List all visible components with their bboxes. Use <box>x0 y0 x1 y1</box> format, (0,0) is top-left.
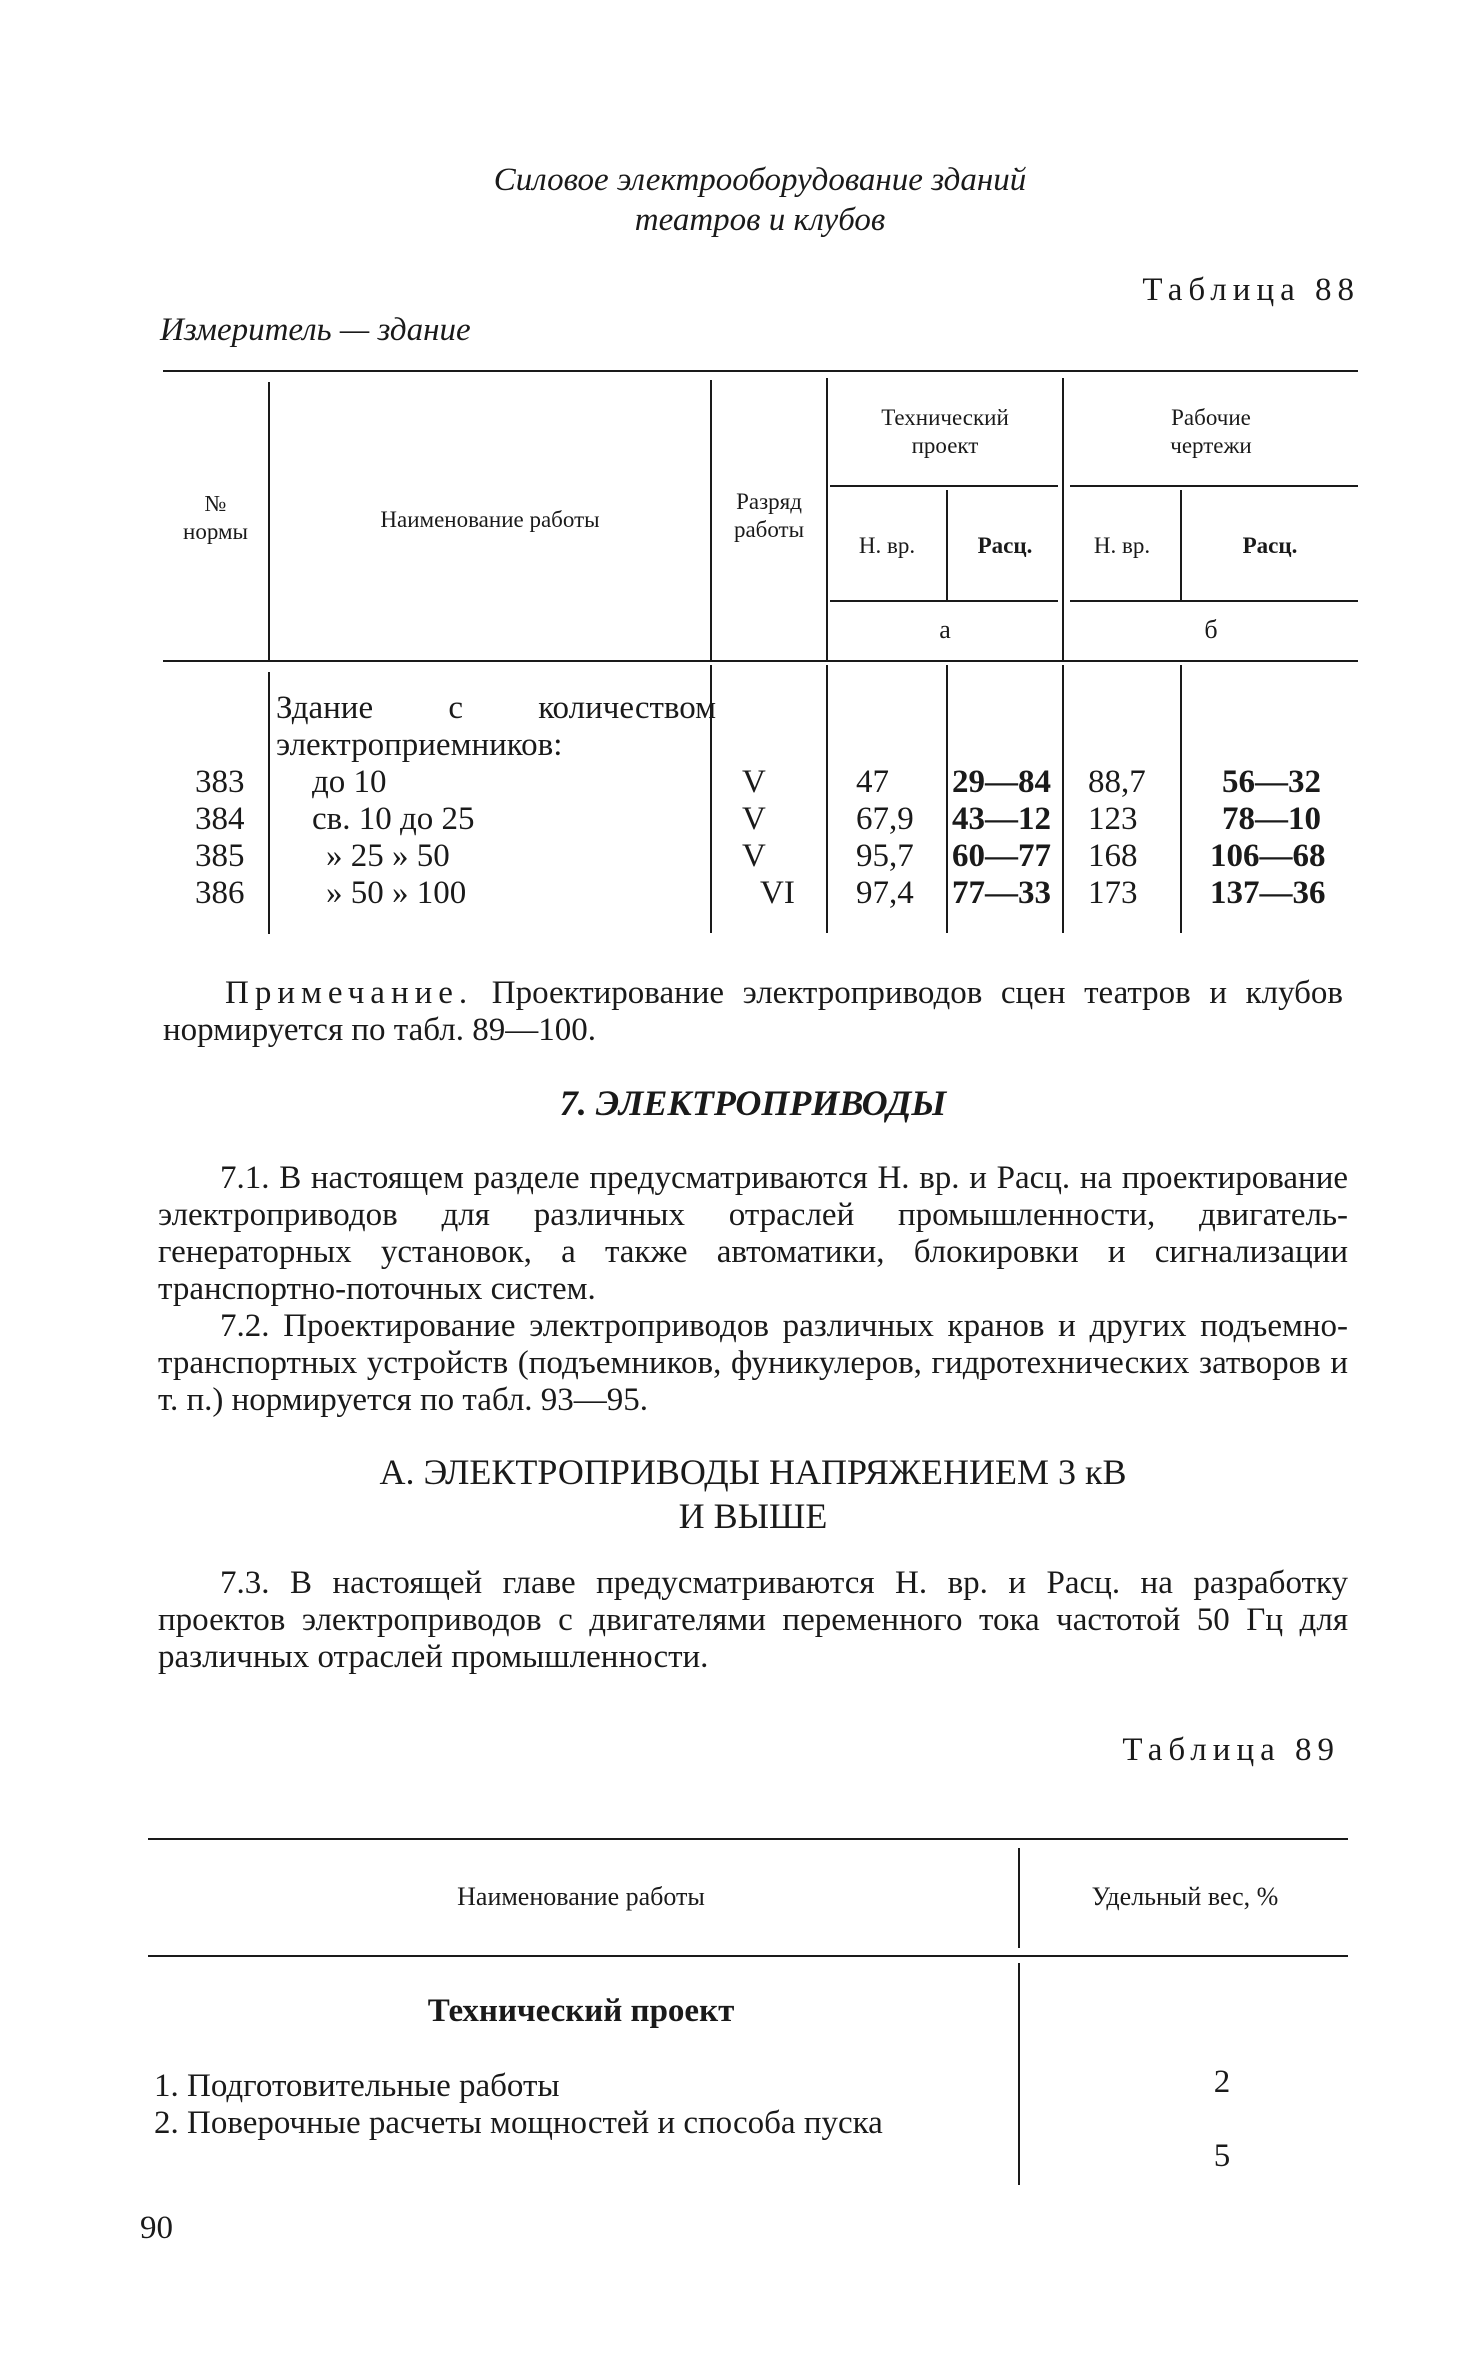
table89-label: Таблица 89 <box>1122 1732 1340 1768</box>
a-nvr: 47 <box>856 764 889 800</box>
page-number: 90 <box>140 2210 173 2246</box>
table89-row-1-weight: 2 <box>1213 2064 1231 2100</box>
table88-header-a-rasc: Расц. <box>977 533 1033 558</box>
note <box>163 975 1343 1049</box>
work-name: до 10 <box>312 764 387 800</box>
b-nvr: 88,7 <box>1088 764 1146 800</box>
a-rasc: 43—12 <box>952 801 1051 837</box>
table88-header-col-a: а <box>939 615 951 644</box>
table88-row <box>0 764 1476 801</box>
b-rasc: 106—68 <box>1210 838 1326 874</box>
norm-no: 383 <box>195 764 245 800</box>
b-nvr: 123 <box>1088 801 1138 837</box>
table88-header-rule <box>163 660 1358 662</box>
norm-no: 385 <box>195 838 245 874</box>
table88-letter-rule-a <box>830 600 1058 602</box>
grade: VI <box>760 875 795 911</box>
paragraph-7-1: 7.1. В настоящем разделе предусматриваются Н. вр. и Расц. на проектирование электроприводов для различных отраслей промышленности, двигатель-генераторных установок, а также автоматики, блокировки и сигнализации транспортно-поточных систем. <box>158 1160 1348 1307</box>
table88-header-b-rasc: Расц. <box>1242 533 1298 558</box>
table89-col-divider-body <box>1018 1963 1020 2185</box>
table88-header-work-name: Наименование работы <box>380 507 600 532</box>
table89-col-divider <box>1018 1848 1020 1948</box>
table89-row-2-name: 2. Поверочные расчеты мощностей и способа пуска <box>154 2105 883 2141</box>
a-rasc: 29—84 <box>952 764 1051 800</box>
table88-row <box>0 801 1476 838</box>
grade: V <box>742 764 766 800</box>
norm-no: 384 <box>195 801 245 837</box>
b-rasc: 78—10 <box>1222 801 1321 837</box>
table89-row-1-name: 1. Подготовительные работы <box>154 2068 560 2104</box>
a-rasc: 60—77 <box>952 838 1051 874</box>
norm-no: 386 <box>195 875 245 911</box>
grade: V <box>742 838 766 874</box>
paragraph-7-3: 7.3. В настоящей главе предусматриваются Н. вр. и Расц. на разработку проектов электроприводов с двигателями переменного тока частотой 50 Гц для различных отраслей промышленности. <box>158 1565 1348 1675</box>
work-name: св. 10 до 25 <box>312 801 475 837</box>
a-nvr: 97,4 <box>856 875 914 911</box>
table88-header-b-nvr: Н. вр. <box>1093 533 1151 558</box>
table89-top-rule <box>148 1838 1348 1840</box>
b-rasc: 137—36 <box>1210 875 1326 911</box>
table88-header-grade: Разряд работы <box>733 489 805 542</box>
table88-row <box>0 875 1476 912</box>
table89-header-weight: Удельный вес, % <box>1091 1882 1279 1911</box>
table89-header-work-name: Наименование работы <box>457 1882 705 1911</box>
table88-group-title: Здание с количеством электроприемников: <box>276 690 716 763</box>
table88-unit-note: Измеритель — здание <box>160 312 471 348</box>
table88-letter-rule-b <box>1070 600 1358 602</box>
section-title-line-1: Силовое электрооборудование зданий <box>493 162 1027 198</box>
table88-header-col-b: б <box>1204 615 1218 644</box>
a-nvr: 67,9 <box>856 801 914 837</box>
a-nvr: 95,7 <box>856 838 914 874</box>
table89-section-title: Технический проект <box>427 1993 735 2029</box>
table88-subheader-rule-a <box>830 485 1058 487</box>
table88-header-tech-project: Технический проект <box>881 405 1009 458</box>
chapter-title: 7. ЭЛЕКТРОПРИВОДЫ <box>559 1083 947 1123</box>
table88-header-norm-no: № нормы <box>183 491 248 544</box>
table88-header-work-drawings: Рабочие чертежи <box>1170 405 1252 458</box>
b-rasc: 56—32 <box>1222 764 1321 800</box>
work-name: » 50 » 100 <box>326 875 467 911</box>
note-text: Проектирование электроприводов сцен театров и клубов нормируется по табл. 89—100. <box>163 975 1344 1048</box>
table89-row-2-weight: 5 <box>1213 2138 1231 2174</box>
table88-row <box>0 838 1476 875</box>
subsection-title: А. ЭЛЕКТРОПРИВОДЫ НАПРЯЖЕНИЕМ 3 кВ И ВЫШЕ <box>379 1452 1127 1536</box>
section-title-line-2: театров и клубов <box>634 202 886 238</box>
note-label: Примечание. <box>225 975 474 1011</box>
table88-label: Таблица 88 <box>1142 272 1360 308</box>
grade: V <box>742 801 766 837</box>
section-title <box>380 160 1140 240</box>
work-name: » 25 » 50 <box>326 838 450 874</box>
table88-subheader-rule-b <box>1070 485 1358 487</box>
paragraph-7-2: 7.2. Проектирование электроприводов различных кранов и других подъемно-транспортных устройств (подъемников, фуникулеров, гидротехнических затворов и т. п.) нормируется по табл. 93—95. <box>158 1308 1348 1418</box>
a-rasc: 77—33 <box>952 875 1051 911</box>
table89-header-rule <box>148 1955 1348 1957</box>
b-nvr: 168 <box>1088 838 1138 874</box>
table88-header-a-nvr: Н. вр. <box>858 533 916 558</box>
b-nvr: 173 <box>1088 875 1138 911</box>
table88-top-rule <box>163 370 1358 372</box>
